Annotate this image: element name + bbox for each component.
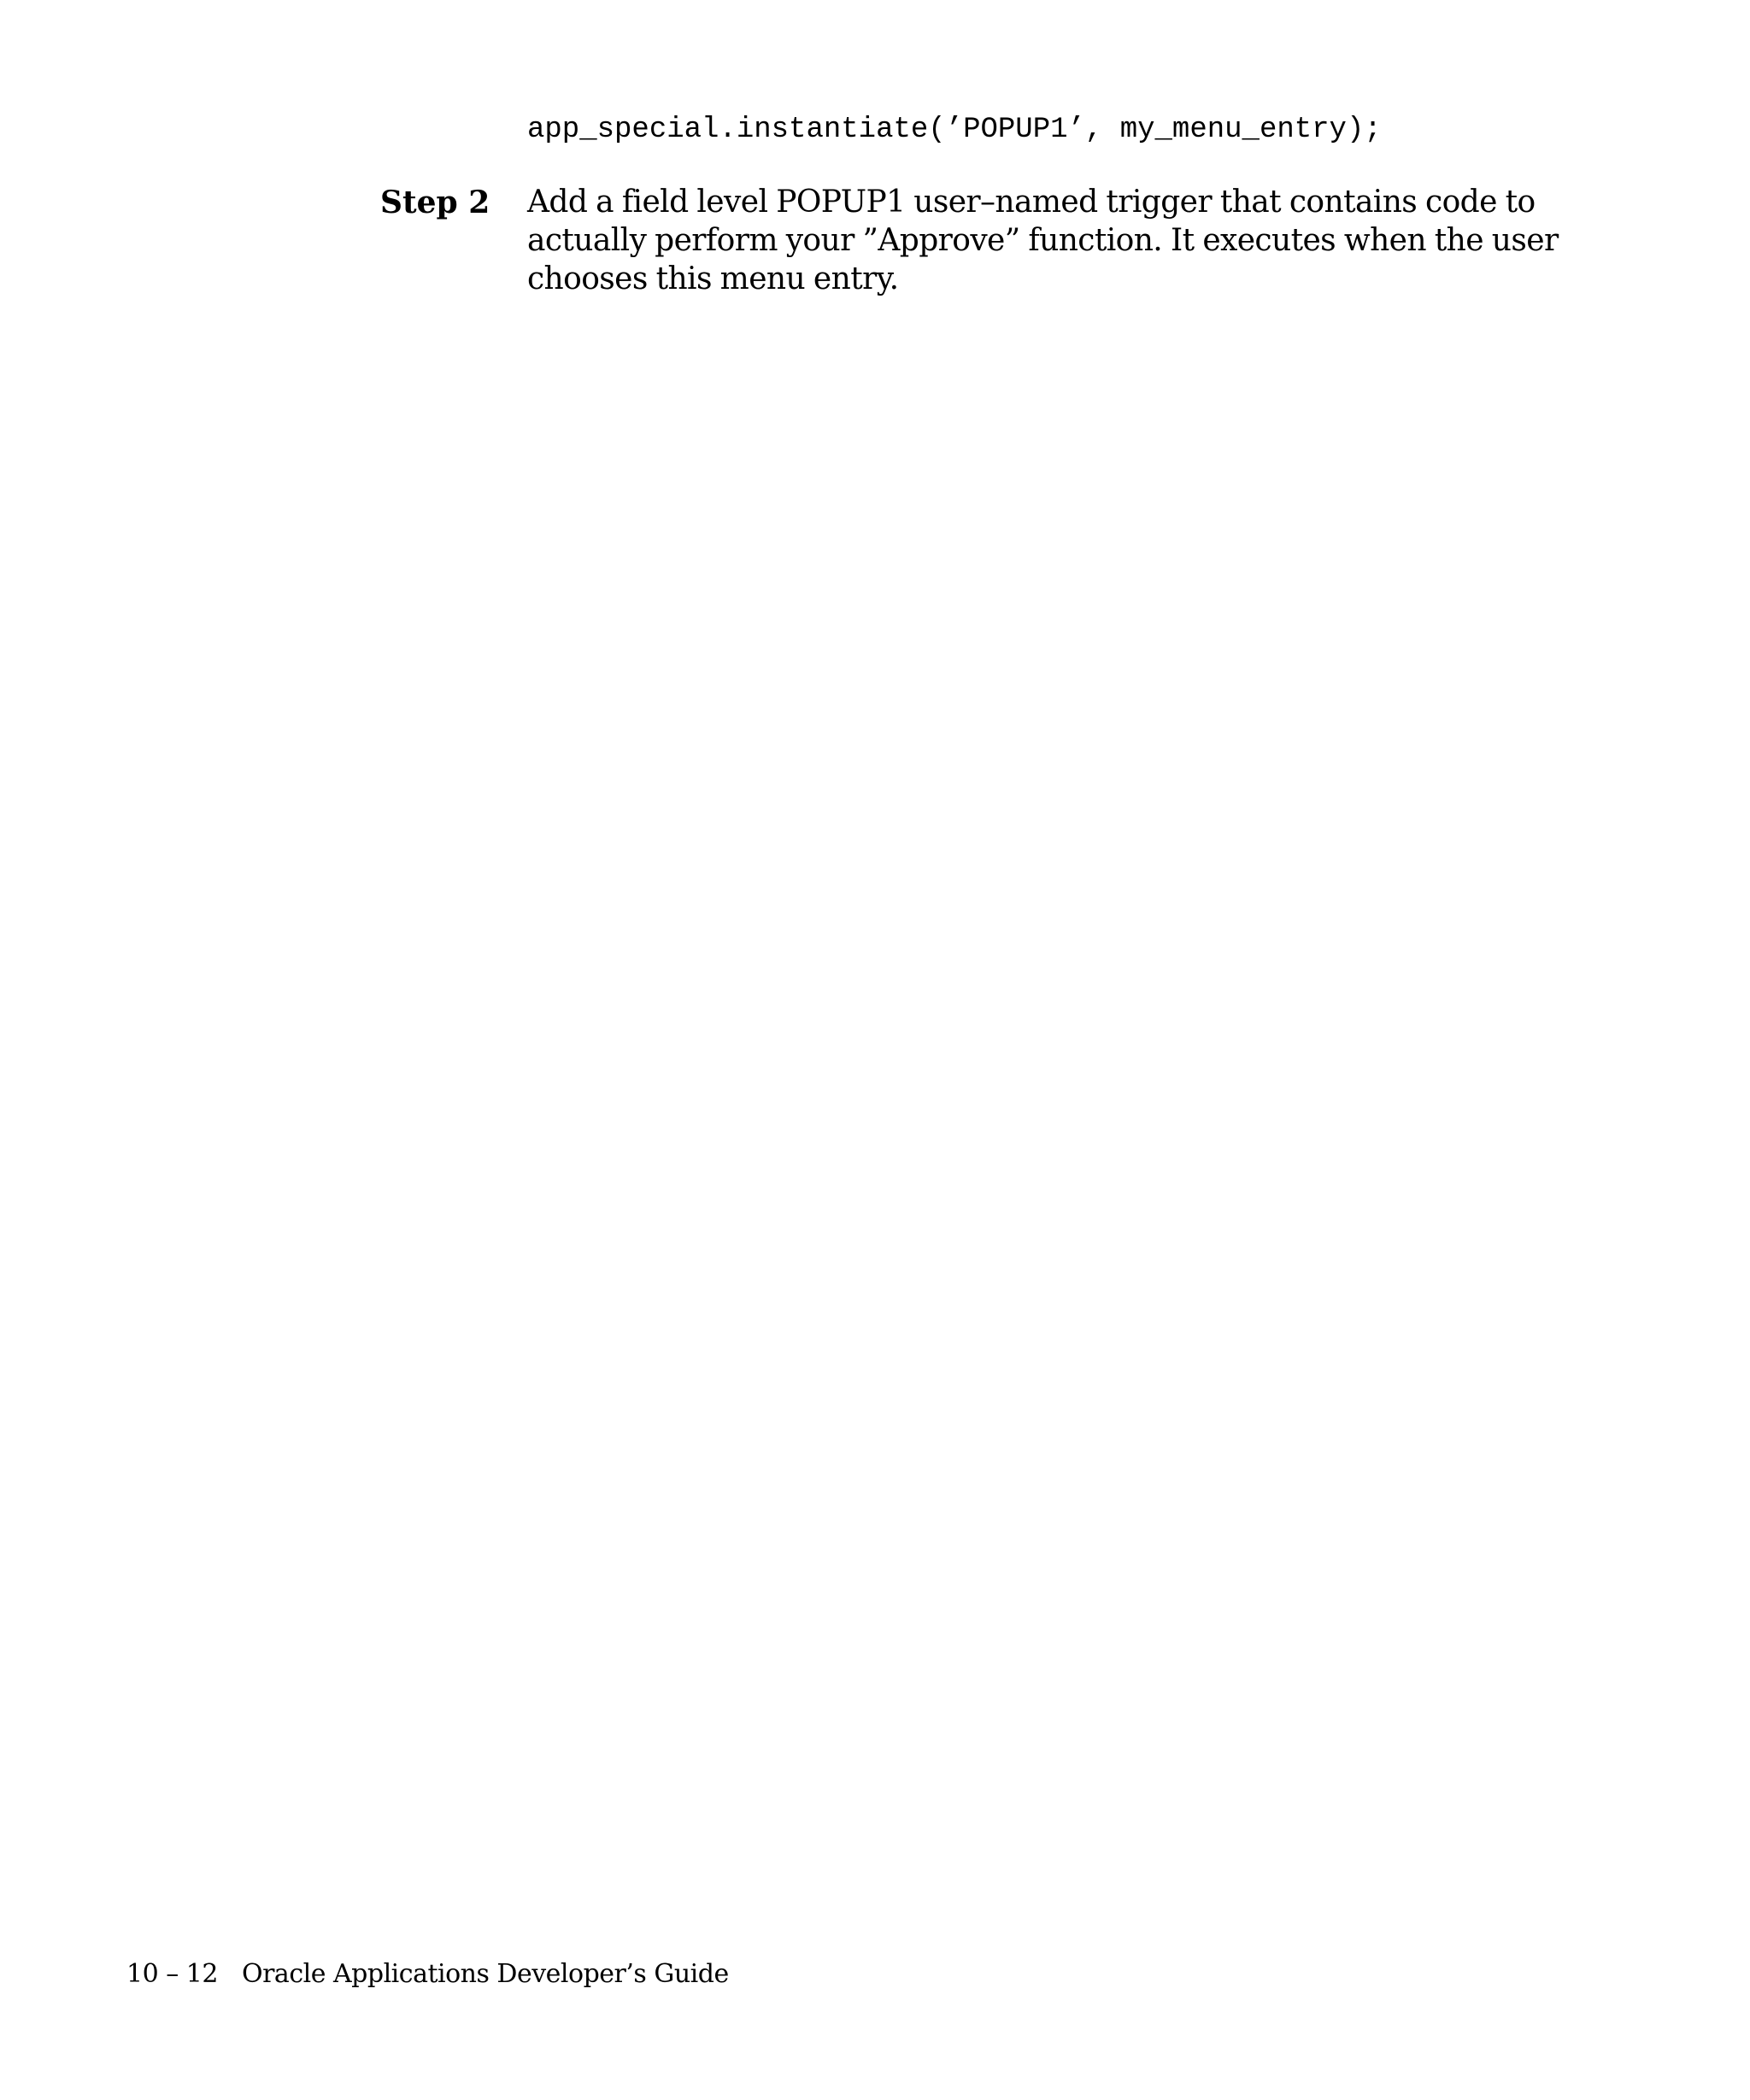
code-snippet: app_special.instantiate(’POPUP1’, my_menu_entry); (527, 114, 1382, 146)
step-description-line: Add a field level POPUP1 user–named trigger that contains code to (527, 185, 1536, 220)
step-description (527, 183, 1559, 298)
step-label: Step 2 (380, 185, 490, 220)
step-description-line: actually perform your ”Approve” function. It executes when the user (527, 223, 1559, 258)
footer-page-number: 10 – 12 (126, 1959, 218, 1989)
step-description-line: chooses this menu entry. (527, 261, 899, 296)
footer-book-title: Oracle Applications Developer’s Guide (242, 1959, 729, 1989)
